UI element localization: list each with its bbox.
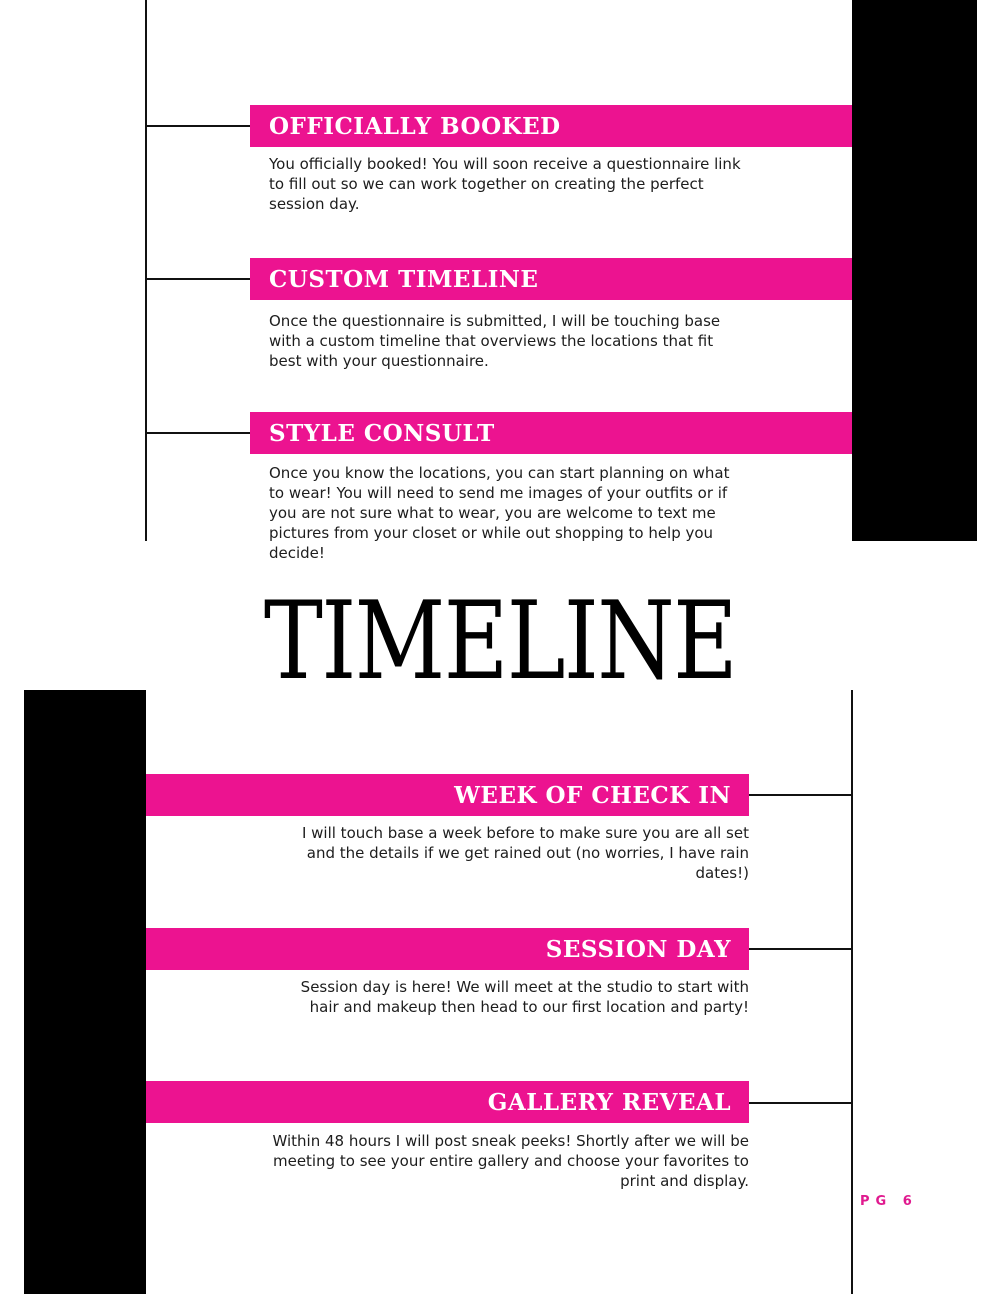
step-heading-week-of-check-in: WEEK OF CHECK IN bbox=[146, 774, 749, 816]
right-black-block bbox=[852, 0, 977, 541]
page-number: PG 6 bbox=[860, 1194, 918, 1209]
step-heading-custom-timeline: CUSTOM TIMELINE bbox=[250, 258, 852, 300]
connector-4 bbox=[749, 794, 852, 796]
step-text-style-consult: Once you know the locations, you can start planning on what to wear! You will need to send me images of your outfits or if you are not sure what to wear, you are welcome to text me pictures from your closet or while out shopping to help you decide! bbox=[269, 464, 730, 562]
connector-2 bbox=[146, 278, 250, 280]
step-text-custom-timeline: Once the questionnaire is submitted, I will be touching base with a custom timeline that overviews the locations that fit best with your questionnaire. bbox=[269, 312, 721, 370]
page-title: TIMELINE bbox=[263, 579, 737, 704]
step-heading-style-consult: STYLE CONSULT bbox=[250, 412, 852, 454]
left-black-block bbox=[24, 690, 146, 1294]
bottom-timeline-line bbox=[851, 690, 853, 1294]
connector-3 bbox=[146, 432, 250, 434]
connector-1 bbox=[146, 125, 250, 127]
step-heading-session-day: SESSION DAY bbox=[146, 928, 749, 970]
connector-5 bbox=[749, 948, 852, 950]
step-text-week-of-check-in: I will touch base a week before to make sure you are all set and the details if we get rained out (no worries, I have rain dates!) bbox=[301, 824, 749, 882]
step-text-officially-booked: You officially booked! You will soon receive a questionnaire link to fill out so we can work together on creating the perfect session day. bbox=[269, 155, 741, 213]
step-text-session-day: Session day is here! We will meet at the studio to start with hair and makeup then head to our first location and party! bbox=[300, 978, 749, 1016]
step-text-gallery-reveal: Within 48 hours I will post sneak peeks! Shortly after we will be meeting to see your entire gallery and choose your favorites to print and display. bbox=[272, 1132, 749, 1190]
connector-6 bbox=[749, 1102, 852, 1104]
step-heading-officially-booked: OFFICIALLY BOOKED bbox=[250, 105, 852, 147]
top-timeline-line bbox=[145, 0, 147, 541]
step-heading-gallery-reveal: GALLERY REVEAL bbox=[146, 1081, 749, 1123]
